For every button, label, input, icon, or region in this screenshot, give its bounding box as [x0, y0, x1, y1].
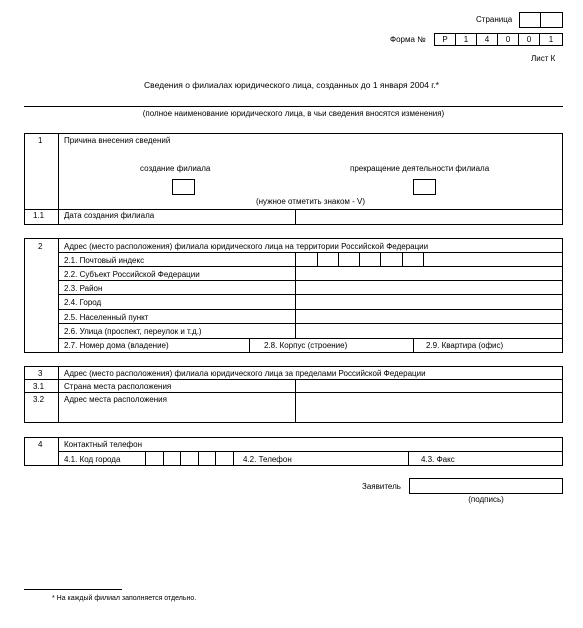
sheet-label: Лист К [531, 54, 556, 63]
fax-label: 4.3. Факс [421, 455, 455, 464]
section-1-number: 1 [38, 136, 43, 145]
settlement-label: 2.5. Населенный пункт [64, 313, 149, 322]
cell-divider [423, 252, 424, 266]
column-divider [249, 338, 250, 353]
page-number-cell-2[interactable] [540, 12, 563, 28]
form-code-cell: 1 [539, 33, 563, 46]
city-code-label: 4.1. Код города [64, 455, 121, 464]
section-3-number: 3 [38, 369, 43, 378]
row-divider [58, 338, 563, 339]
column-divider [58, 238, 59, 353]
section-2-number: 2 [38, 242, 43, 251]
district-input[interactable] [296, 281, 562, 294]
settlement-input[interactable] [296, 310, 562, 323]
applicant-label: Заявитель [362, 482, 401, 491]
flat-label: 2.9. Квартира (офис) [426, 341, 504, 350]
region-input[interactable] [296, 267, 562, 280]
option-stop-label: прекращение деятельности филиала [350, 164, 490, 173]
column-divider [408, 451, 409, 466]
option-create-label: создание филиала [140, 164, 211, 173]
form-code-cell: 0 [518, 33, 540, 46]
district-label: 2.3. Район [64, 284, 103, 293]
section-1-title: Причина внесения сведений [64, 136, 171, 145]
country-input[interactable] [296, 380, 562, 392]
street-label: 2.6. Улица (проспект, переулок и т.д.) [64, 327, 202, 336]
phone-label: 4.2. Телефон [243, 455, 292, 464]
city-input[interactable] [296, 295, 562, 309]
postal-code-label: 2.1. Почтовый индекс [64, 256, 145, 265]
house-label: 2.7. Номер дома (владение) [64, 341, 169, 350]
cell-divider [233, 451, 234, 466]
form-label: Форма № [390, 35, 426, 44]
foreign-address-input[interactable] [296, 393, 562, 422]
row-3-1-number: 3.1 [33, 382, 45, 391]
city-code-input[interactable] [146, 452, 233, 465]
footnote: * На каждый филиал заполняется отдельно. [52, 595, 197, 602]
postal-code-input[interactable] [296, 253, 423, 266]
page-label: Страница [476, 15, 513, 24]
form-code-cell: 0 [497, 33, 519, 46]
option-create-checkbox[interactable] [172, 179, 195, 195]
column-divider [413, 338, 414, 353]
section-3-title: Адрес (место расположения) филиала юридического лица за пределами Российской Федерации [64, 369, 426, 378]
name-caption: (полное наименование юридического лица, в чьи сведения вносятся изменения) [142, 109, 445, 118]
column-divider [58, 366, 59, 423]
street-input[interactable] [296, 324, 562, 338]
page-number-cell-1[interactable] [519, 12, 541, 28]
form-code-cell: 4 [476, 33, 498, 46]
region-label: 2.2. Субъект Российской Федерации [64, 270, 200, 279]
footnote-rule [24, 589, 122, 590]
form-code-cell: 1 [455, 33, 477, 46]
section-4-number: 4 [38, 440, 43, 449]
legal-entity-name-line[interactable] [24, 106, 563, 107]
row-3-2-number: 3.2 [33, 395, 45, 404]
creation-date-label: Дата создания филиала [64, 211, 155, 220]
column-divider [58, 133, 59, 225]
signature-field[interactable] [409, 478, 563, 494]
mark-note: (нужное отметить знаком - V) [255, 197, 366, 206]
building-label: 2.8. Корпус (строение) [264, 341, 348, 350]
creation-date-field[interactable] [296, 210, 562, 224]
row-1-1-number: 1.1 [33, 211, 45, 220]
section-4-title: Контактный телефон [64, 440, 142, 449]
foreign-address-label: Адрес места расположения [64, 395, 167, 404]
section-2-title: Адрес (место расположения) филиала юридического лица на территории Российской Федерации [64, 242, 429, 251]
signature-caption: (подпись) [468, 495, 504, 504]
country-label: Страна места расположения [64, 382, 172, 391]
row-divider [58, 451, 563, 452]
form-code-cell: Р [434, 33, 456, 46]
city-label: 2.4. Город [64, 298, 102, 307]
option-stop-checkbox[interactable] [413, 179, 436, 195]
form-title: Сведения о филиалах юридического лица, созданных до 1 января 2004 г.* [144, 80, 439, 90]
